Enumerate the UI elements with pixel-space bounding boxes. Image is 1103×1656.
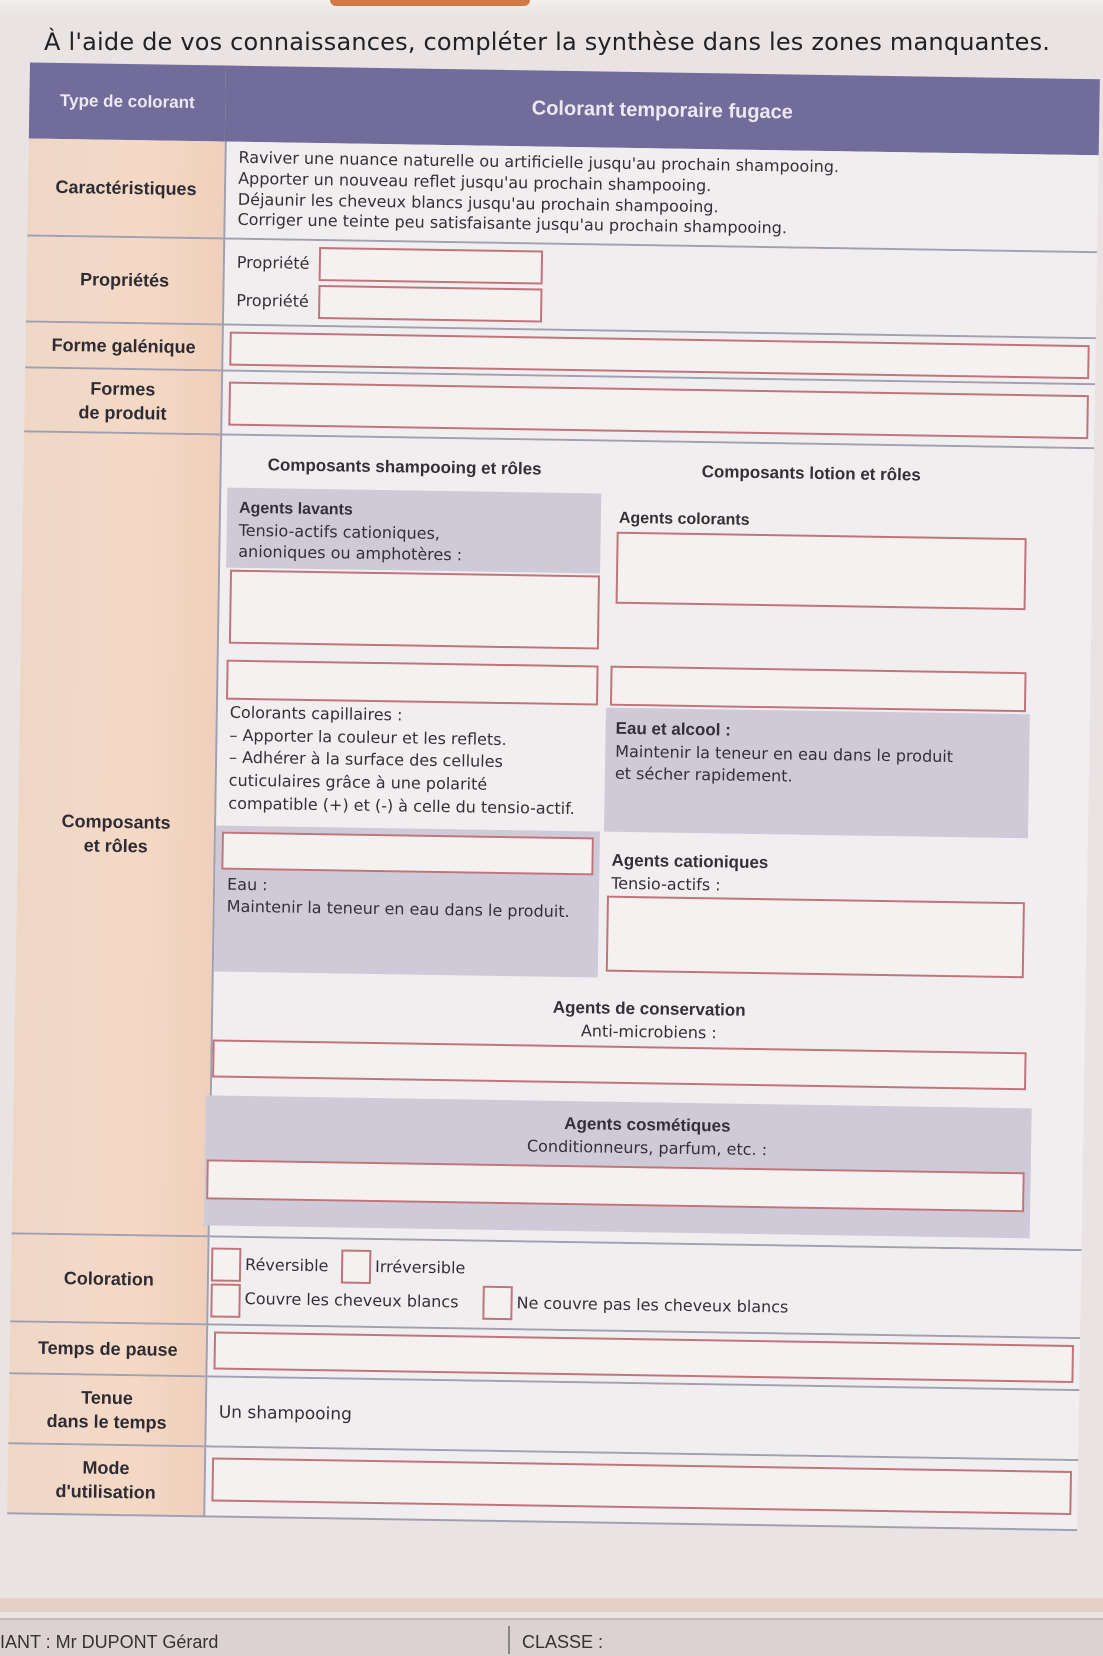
eau-title: Eau : xyxy=(226,874,268,895)
instruction-text: À l'aide de vos connaissances, compléter la synthèse dans les zones manquantes. xyxy=(44,28,1051,56)
formes-produit-label-line1: Formes xyxy=(90,378,156,400)
formes-produit-label-line2: de produit xyxy=(78,402,167,424)
eau-alcool-line: Maintenir la teneur en eau dans le produit xyxy=(615,741,954,766)
table-title: Colorant temporaire fugace xyxy=(225,66,1100,156)
colorants-line: cuticulaires grâce à une polarité xyxy=(228,770,488,794)
propriete-input-1[interactable] xyxy=(319,247,544,285)
composants-value xyxy=(208,436,1094,1252)
agents-colorants-title: Agents colorants xyxy=(618,509,750,529)
bottom-stripe xyxy=(0,1598,1103,1612)
cosmetiques-title: Agents cosmétiques xyxy=(564,1113,731,1136)
classe-label: CLASSE : xyxy=(522,1632,604,1652)
tenue-label-line2: dans le temps xyxy=(46,1410,167,1433)
caracteristiques-value xyxy=(223,142,1098,254)
mode-label-line1: Mode xyxy=(82,1457,130,1478)
lotion-column-title: Composants lotion et rôles xyxy=(701,462,921,485)
colorants-line: – Apporter la couleur et les reflets. xyxy=(229,725,507,749)
colorants-line: compatible (+) et (-) à celle du tensio-actif. xyxy=(228,793,575,818)
propriete-label-1: Propriété xyxy=(236,252,310,273)
synthesis-table xyxy=(0,62,1103,1609)
tenue-label xyxy=(8,1374,205,1447)
row-composants xyxy=(0,432,1094,1251)
composants-label xyxy=(12,432,221,1237)
agents-lavants-input[interactable] xyxy=(229,570,600,650)
agents-cationiques-line: Tensio-actifs : xyxy=(611,873,721,895)
couvre-checkbox[interactable] xyxy=(210,1283,241,1317)
caracteristique-line: Raviver une nuance naturelle ou artificielle jusqu'au prochain shampooing. xyxy=(238,147,840,177)
eau-alcool-line: et sécher rapidement. xyxy=(614,763,793,786)
student-name: IANT : Mr DUPONT Gérard xyxy=(0,1632,219,1652)
colorants-capillaires-text xyxy=(228,702,576,821)
propriete-label-2: Propriété xyxy=(236,290,309,311)
footer-bar xyxy=(0,1618,1103,1656)
temps-pause-label: Temps de pause xyxy=(9,1322,206,1377)
agents-lavants-line: anioniques ou amphotères : xyxy=(238,541,463,565)
conservation-line: Anti-microbiens : xyxy=(580,1021,717,1043)
formes-produit-label xyxy=(24,368,221,435)
agents-cationiques-input[interactable] xyxy=(606,896,1025,979)
footer-separator xyxy=(508,1626,510,1654)
eau-text xyxy=(227,874,571,923)
shampooing-column-title: Composants shampooing et rôles xyxy=(267,455,542,479)
colorants-line: – Adhérer à la surface des cellules xyxy=(228,748,504,772)
irreversible-checkbox[interactable] xyxy=(341,1250,372,1284)
composants-label-line2: et rôles xyxy=(83,835,148,857)
caracteristique-line: Corriger une teinte peu satisfaisante jusqu'au prochain shampooing. xyxy=(237,210,788,238)
mode-input[interactable] xyxy=(211,1458,1072,1516)
caracteristique-line: Apporter un nouveau reflet jusqu'au prochain shampooing. xyxy=(238,168,712,195)
agents-colorants-input[interactable] xyxy=(616,532,1027,610)
mode-label-line2: d'utilisation xyxy=(55,1481,156,1503)
mode-label xyxy=(7,1444,204,1517)
type-colorant-label: Type de colorant xyxy=(29,62,226,141)
proprietes-value xyxy=(222,240,1097,340)
agents-lavants-line: Tensio-actifs cationiques, xyxy=(238,520,441,543)
caracteristiques-label: Caractéristiques xyxy=(27,138,225,239)
orange-tab xyxy=(330,0,530,6)
conservation-title: Agents de conservation xyxy=(552,997,746,1020)
agents-lavants-text xyxy=(238,498,463,566)
proprietes-label: Propriétés xyxy=(26,236,223,325)
coloration-value xyxy=(206,1237,1081,1339)
caracteristiques-list xyxy=(237,148,839,241)
agents-cationiques-text xyxy=(611,850,768,897)
row-coloration xyxy=(0,1234,1081,1339)
shampooing-component-input[interactable] xyxy=(226,660,599,706)
forme-galenique-input[interactable] xyxy=(229,332,1089,380)
reversible-label: Réversible xyxy=(244,1255,329,1276)
ne-couvre-label: Ne couvre pas les cheveux blancs xyxy=(516,1293,789,1317)
lotion-component-input[interactable] xyxy=(610,666,1027,713)
eau-line: Maintenir la teneur en eau dans le produit. xyxy=(226,896,570,921)
agents-cationiques-title: Agents cationiques xyxy=(611,850,769,873)
composants-label-line1: Composants xyxy=(61,810,171,833)
couvre-label: Couvre les cheveux blancs xyxy=(244,1288,459,1312)
eau-alcool-text xyxy=(615,718,954,789)
reversible-checkbox[interactable] xyxy=(211,1247,242,1281)
cosmetiques-line: Conditionneurs, parfum, etc. : xyxy=(526,1136,768,1160)
coloration-label: Coloration xyxy=(10,1234,207,1325)
irreversible-label: Irréversible xyxy=(374,1257,466,1278)
mode-value xyxy=(203,1447,1078,1531)
ne-couvre-checkbox[interactable] xyxy=(482,1286,513,1320)
propriete-input-2[interactable] xyxy=(318,285,543,323)
tenue-label-line1: Tenue xyxy=(81,1387,134,1408)
eau-alcool-title: Eau et alcool : xyxy=(615,718,731,740)
forme-galenique-label: Forme galénique xyxy=(25,322,222,371)
temps-pause-input[interactable] xyxy=(213,1332,1073,1384)
formes-produit-input[interactable] xyxy=(228,382,1089,440)
conservation-input[interactable] xyxy=(212,1039,1026,1090)
caracteristique-line: Déjaunir les cheveux blancs jusqu'au prochain shampooing. xyxy=(237,189,719,216)
row-caracteristiques xyxy=(0,138,1099,253)
tenue-text: Un shampooing xyxy=(218,1402,353,1425)
eau-component-input[interactable] xyxy=(221,832,594,876)
agents-lavants-title: Agents lavants xyxy=(238,499,353,519)
top-strip xyxy=(0,0,1103,16)
colorants-line: Colorants capillaires : xyxy=(229,702,403,725)
